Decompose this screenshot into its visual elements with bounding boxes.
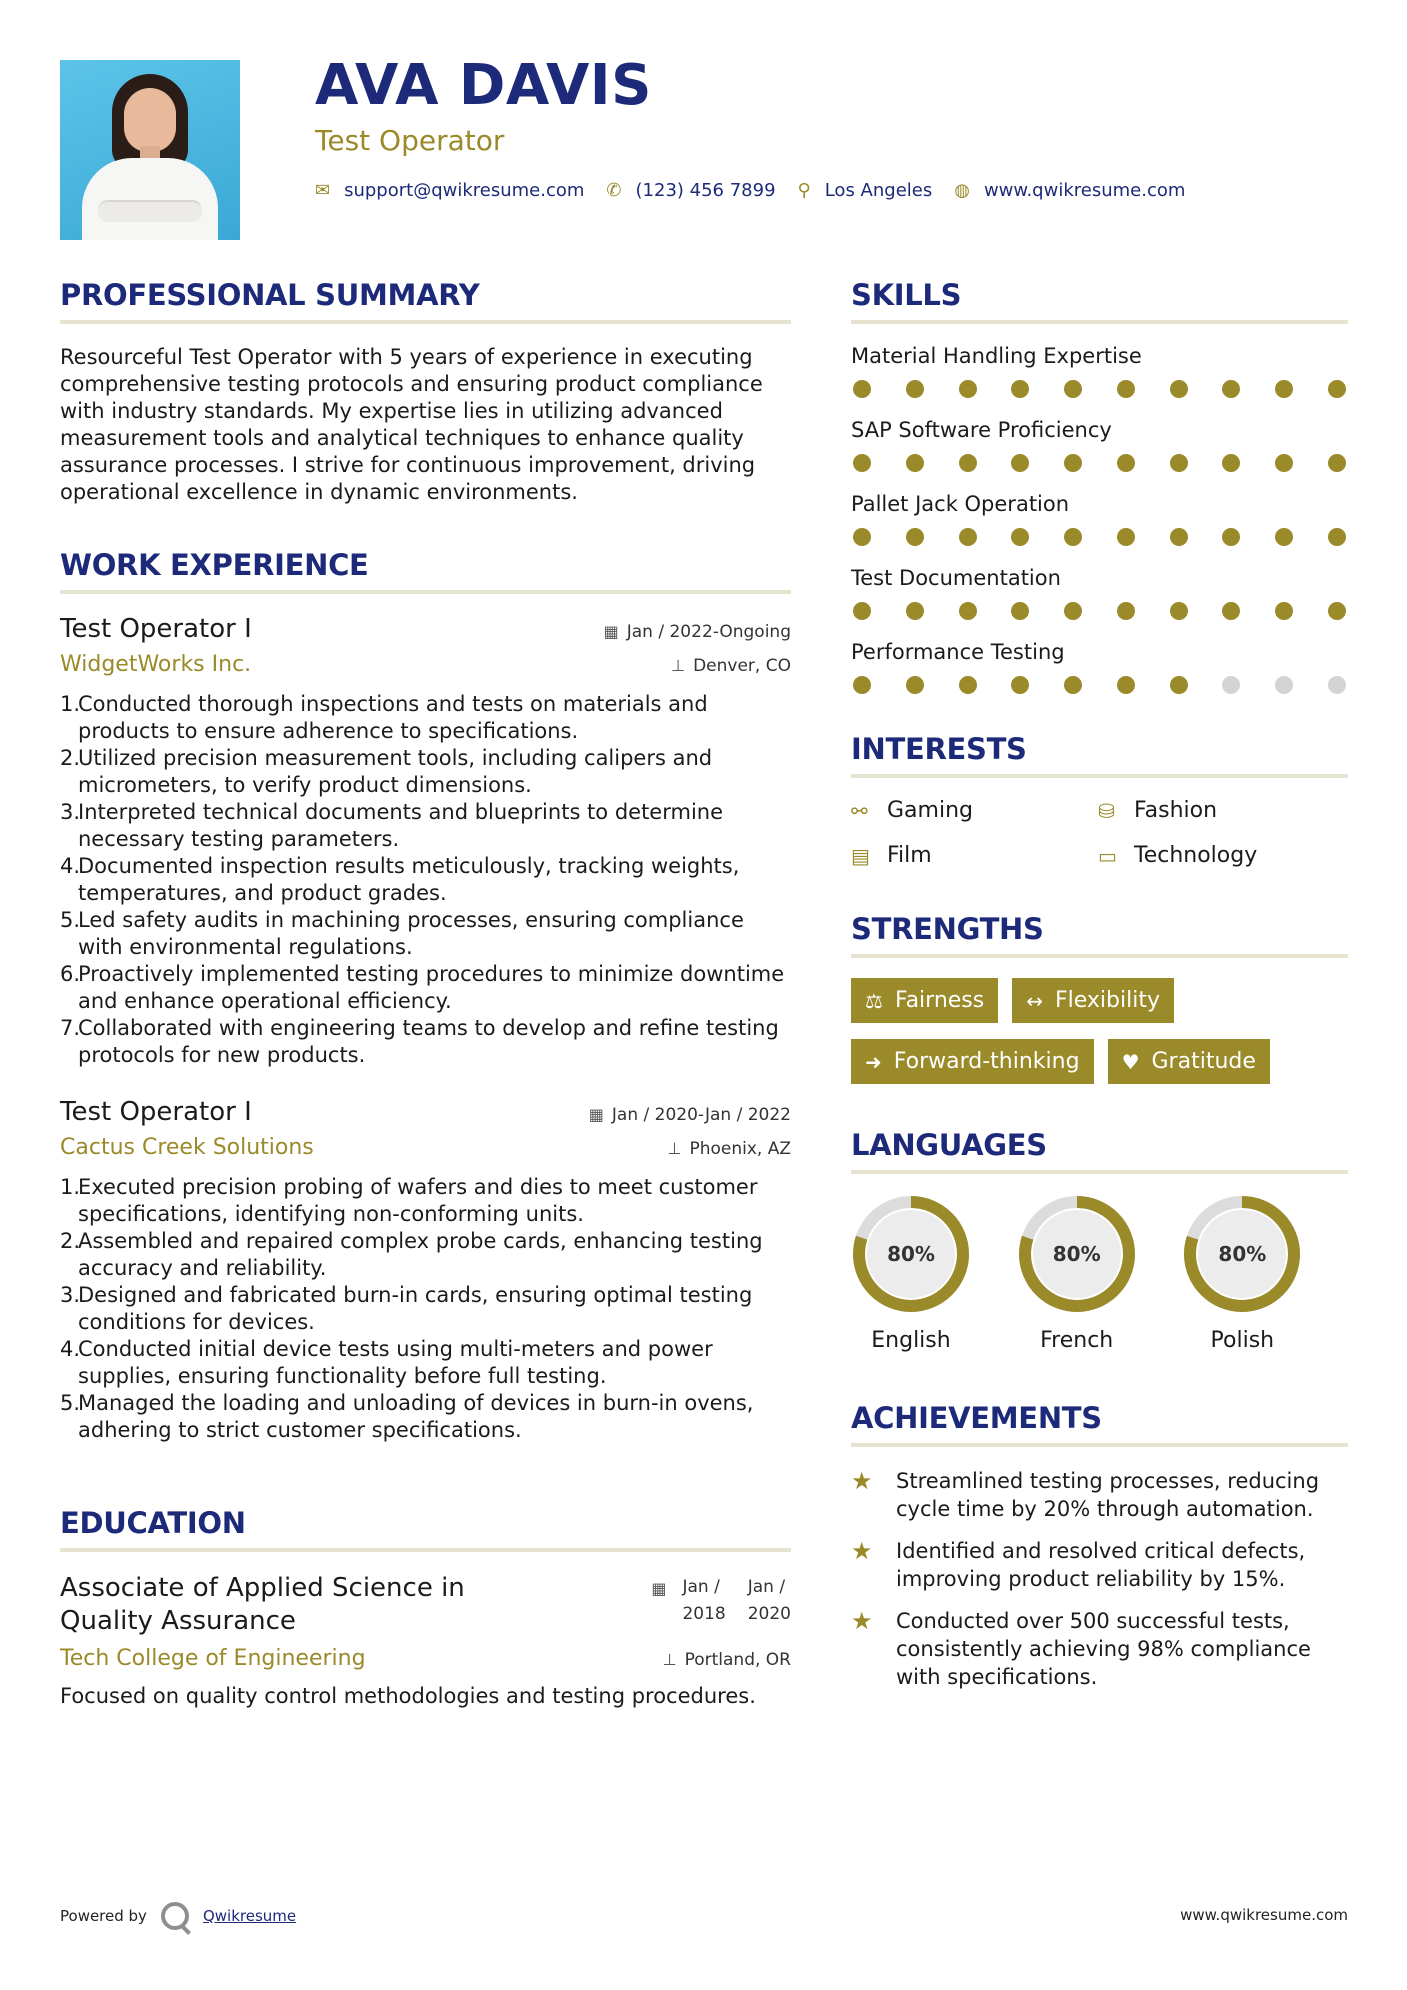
list-item: Conducted initial device tests using multi-meters and power supplies, ensuring functionality before full testing.	[78, 1337, 713, 1388]
list-item: Proactively implemented testing procedures to minimize downtime and enhance operational efficiency.	[78, 962, 785, 1013]
strengths-list	[851, 978, 1348, 1084]
skills-heading: SKILLS	[851, 278, 1348, 324]
rating-dot-filled	[906, 380, 924, 398]
rating-dot-filled	[1222, 528, 1240, 546]
language-item	[851, 1194, 1017, 1353]
globe-icon: ◍	[954, 180, 970, 201]
rating-dot-filled	[1011, 380, 1029, 398]
achievement-item: ★ Conducted over 500 successful tests, consistently achieving 98% compliance with specifications.	[851, 1607, 1311, 1689]
summary-heading: PROFESSIONAL SUMMARY	[60, 278, 791, 324]
rating-dot-filled	[1328, 454, 1346, 472]
skill-rating	[851, 454, 1348, 472]
rating-dot-filled	[1117, 454, 1135, 472]
rating-dot-filled	[1117, 380, 1135, 398]
rating-dot-filled	[1011, 454, 1029, 472]
strengths-heading: STRENGTHS	[851, 912, 1348, 958]
rating-dot-filled	[1275, 602, 1293, 620]
rating-dot-empty	[1275, 676, 1293, 694]
rating-dot-filled	[1064, 602, 1082, 620]
rating-dot-filled	[1170, 380, 1188, 398]
school-name: Tech College of Engineering	[60, 1646, 366, 1671]
rating-dot-filled	[1064, 676, 1082, 694]
pin-icon: ⊥	[671, 656, 686, 675]
job-location: ⊥ Denver, CO	[671, 656, 791, 676]
interest-item: ⚯ Gaming	[851, 798, 973, 823]
interests-heading: INTERESTS	[851, 732, 1348, 778]
shopping-bag-icon: ⛁	[1098, 798, 1115, 823]
language-item	[1017, 1194, 1183, 1353]
pin-icon: ⊥	[667, 1139, 682, 1158]
strength-tag: ➜ Forward-thinking	[851, 1039, 1094, 1084]
profile-photo	[60, 60, 240, 240]
job-location: ⊥ Phoenix, AZ	[667, 1139, 791, 1159]
rating-dot-filled	[1328, 602, 1346, 620]
contact-website[interactable]: ◍ www.qwikresume.com	[954, 180, 1186, 201]
candidate-name: AVA DAVIS	[315, 53, 652, 118]
education-dates: ▦ Jan / 2018 Jan / 2020	[651, 1574, 791, 1628]
job-date: ▦ Jan / 2020-Jan / 2022	[588, 1105, 791, 1125]
qwikresume-logo-icon	[161, 1902, 189, 1930]
language-item	[1182, 1194, 1348, 1353]
language-name: French	[1040, 1328, 1114, 1353]
skill-name: Performance Testing	[851, 640, 1065, 664]
list-item: Designed and fabricated burn-in cards, ensuring optimal testing conditions for devices.	[78, 1283, 753, 1334]
duty-list	[60, 691, 791, 1069]
strength-tag: ↔ Flexibility	[1012, 978, 1174, 1023]
achievement-item: ★ Streamlined testing processes, reducing cycle time by 20% through automation.	[851, 1467, 1320, 1521]
skill-item	[851, 492, 1348, 546]
job-entry	[60, 1097, 791, 1444]
list-item: Conducted thorough inspections and tests on materials and products to ensure adherence to specifications.	[78, 692, 708, 743]
job-date: ▦ Jan / 2022-Ongoing	[603, 622, 791, 642]
rating-dot-filled	[1117, 676, 1135, 694]
rating-dot-filled	[1275, 454, 1293, 472]
star-icon: ★	[851, 1537, 873, 1565]
rating-dot-filled	[1328, 380, 1346, 398]
rating-dot-empty	[1222, 676, 1240, 694]
skill-rating	[851, 380, 1348, 398]
interest-item: ⛁ Fashion	[1098, 798, 1218, 823]
rating-dot-filled	[1064, 380, 1082, 398]
rating-dot-filled	[1064, 454, 1082, 472]
footer-powered-by: Powered by Qwikresume	[60, 1902, 296, 1930]
achievements-list	[851, 1467, 1348, 1691]
degree-title: Associate of Applied Science in Quality Assurance	[60, 1573, 465, 1636]
education-heading: EDUCATION	[60, 1506, 791, 1552]
rating-dot-filled	[906, 454, 924, 472]
skill-rating	[851, 528, 1348, 546]
rating-dot-filled	[959, 454, 977, 472]
languages-heading: LANGUAGES	[851, 1128, 1348, 1174]
rating-dot-filled	[853, 380, 871, 398]
star-icon: ★	[851, 1607, 873, 1635]
rating-dot-filled	[1170, 528, 1188, 546]
rating-dot-filled	[853, 602, 871, 620]
duty-list	[60, 1174, 791, 1444]
summary-text: Resourceful Test Operator with 5 years of experience in executing comprehensive testing protocols and ensuring product compliance with industry standards. My expertise lies in utilizing advanced measurement tools and analytical techniques to enhance quality assurance processes. I strive for continuous improvement, driving operational excellence in dynamic environments.	[60, 345, 763, 504]
pin-icon: ⊥	[662, 1650, 677, 1669]
list-item: Collaborated with engineering teams to develop and refine testing protocols for new products.	[78, 1016, 779, 1067]
job-company: Cactus Creek Solutions	[60, 1135, 314, 1160]
skill-name: Material Handling Expertise	[851, 344, 1142, 368]
skill-rating	[851, 602, 1348, 620]
strength-tag: ♥ Gratitude	[1108, 1039, 1270, 1084]
skill-item	[851, 566, 1348, 620]
left-column	[60, 278, 791, 1710]
rating-dot-filled	[1011, 602, 1029, 620]
rating-dot-filled	[1222, 602, 1240, 620]
map-marker-icon: ⚲	[797, 180, 811, 201]
rating-dot-filled	[959, 602, 977, 620]
rating-dot-filled	[1011, 528, 1029, 546]
calendar-icon: ▦	[588, 1105, 604, 1124]
achievements-heading: ACHIEVEMENTS	[851, 1401, 1348, 1447]
candidate-title: Test Operator	[315, 124, 505, 157]
list-item: Assembled and repaired complex probe cards, enhancing testing accuracy and reliability.	[78, 1229, 763, 1280]
rating-dot-filled	[1275, 528, 1293, 546]
list-item: Utilized precision measurement tools, including calipers and micrometers, to verify product dimensions.	[78, 746, 713, 797]
job-entry	[60, 614, 791, 1069]
list-item: Led safety audits in machining processes, ensuring compliance with environmental regulations.	[78, 908, 744, 959]
rating-dot-filled	[959, 380, 977, 398]
rating-dot-filled	[1011, 676, 1029, 694]
film-icon: ▤	[851, 843, 870, 868]
rating-dot-filled	[1222, 454, 1240, 472]
brand-link[interactable]: Qwikresume	[202, 1907, 297, 1925]
arrows-horizontal-icon: ↔	[1026, 988, 1043, 1013]
arrow-right-icon: ➜	[865, 1049, 882, 1074]
rating-dot-filled	[1328, 528, 1346, 546]
skills-list	[851, 344, 1348, 694]
job-company: WidgetWorks Inc.	[60, 652, 252, 677]
right-column	[851, 278, 1348, 1705]
strength-tag: ⚖ Fairness	[851, 978, 998, 1023]
skill-name: Pallet Jack Operation	[851, 492, 1070, 516]
skill-item	[851, 640, 1348, 694]
contact-phone[interactable]: ✆ (123) 456 7899	[606, 180, 776, 201]
interest-item: ▭ Technology	[1098, 843, 1258, 868]
gamepad-icon: ⚯	[851, 798, 868, 823]
rating-dot-filled	[853, 528, 871, 546]
language-name: Polish	[1210, 1328, 1275, 1353]
laptop-icon: ▭	[1098, 843, 1117, 868]
experience-heading: WORK EXPERIENCE	[60, 548, 791, 594]
rating-dot-filled	[906, 602, 924, 620]
heart-icon: ♥	[1121, 1049, 1140, 1074]
education-description: Focused on quality control methodologies and testing procedures.	[60, 1684, 756, 1708]
contact-bar	[315, 180, 1207, 201]
skill-name: Test Documentation	[851, 566, 1061, 590]
rating-dot-filled	[1222, 380, 1240, 398]
skill-name: SAP Software Proficiency	[851, 418, 1112, 442]
skill-item	[851, 344, 1348, 398]
rating-dot-empty	[1328, 676, 1346, 694]
achievement-item: ★ Identified and resolved critical defects, improving product reliability by 15%.	[851, 1537, 1306, 1591]
contact-location: ⚲ Los Angeles	[797, 180, 933, 201]
skill-rating	[851, 676, 1348, 694]
rating-dot-filled	[959, 528, 977, 546]
interests-list	[851, 798, 1348, 868]
rating-dot-filled	[906, 528, 924, 546]
rating-dot-filled	[853, 676, 871, 694]
job-title: Test Operator I	[60, 614, 252, 644]
calendar-icon: ▦	[603, 622, 619, 641]
rating-dot-filled	[1064, 528, 1082, 546]
education-entry	[60, 1572, 791, 1710]
rating-dot-filled	[906, 676, 924, 694]
phone-icon: ✆	[606, 180, 622, 201]
school-location: ⊥ Portland, OR	[662, 1650, 791, 1670]
list-item: Executed precision probing of wafers and dies to meet customer specifications, identifying non-conforming units.	[78, 1175, 758, 1226]
skill-item	[851, 418, 1348, 472]
rating-dot-filled	[1117, 528, 1135, 546]
language-ring: 80%	[1017, 1194, 1137, 1314]
balance-scale-icon: ⚖	[865, 988, 883, 1013]
list-item: Managed the loading and unloading of devices in burn-in ovens, adhering to strict customer specifications.	[78, 1391, 754, 1442]
envelope-icon: ✉	[315, 180, 331, 201]
rating-dot-filled	[1275, 380, 1293, 398]
language-name: English	[871, 1328, 951, 1353]
job-title: Test Operator I	[60, 1097, 252, 1127]
rating-dot-filled	[959, 676, 977, 694]
footer-url[interactable]: www.qwikresume.com	[1180, 1906, 1348, 1924]
language-ring: 80%	[851, 1194, 971, 1314]
rating-dot-filled	[853, 454, 871, 472]
list-item: Documented inspection results meticulously, tracking weights, temperatures, and product grades.	[78, 854, 740, 905]
star-icon: ★	[851, 1467, 873, 1495]
rating-dot-filled	[1117, 602, 1135, 620]
language-ring: 80%	[1182, 1194, 1302, 1314]
languages-list	[851, 1194, 1348, 1353]
rating-dot-filled	[1170, 676, 1188, 694]
contact-email[interactable]: ✉ support@qwikresume.com	[315, 180, 585, 201]
interest-item: ▤ Film	[851, 843, 932, 868]
calendar-icon: ▦	[651, 1579, 667, 1598]
rating-dot-filled	[1170, 454, 1188, 472]
list-item: Interpreted technical documents and blueprints to determine necessary testing parameters.	[78, 800, 724, 851]
rating-dot-filled	[1170, 602, 1188, 620]
